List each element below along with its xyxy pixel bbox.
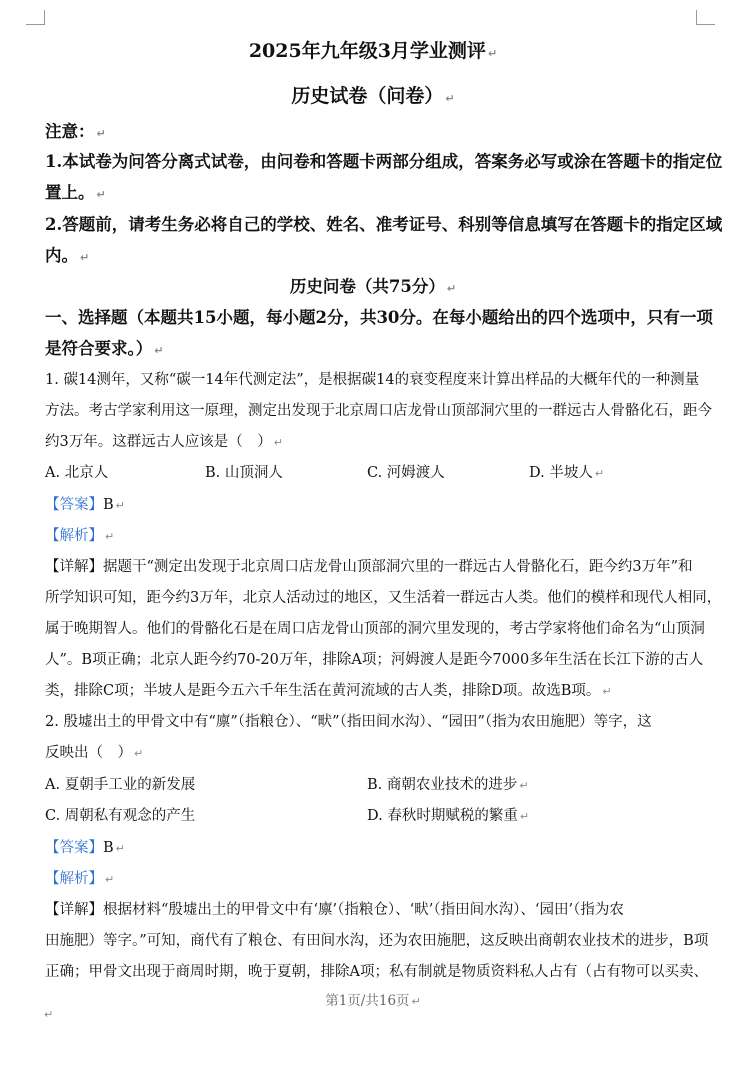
crop-mark-top-right	[696, 10, 715, 25]
notice-label: 注意： ↵	[45, 122, 106, 141]
q1-option-c: C. 河姆渡人	[367, 465, 445, 481]
notice-item-1-cont: 置上。 ↵	[45, 183, 106, 202]
q2-detail-line-3: 正确；甲骨文出现于商周时期，晚于夏朝，排除A项；私有制就是物质资料私人占有（占有物可以买卖、	[45, 964, 708, 980]
notice-item-1: 1.本试卷为问答分离式试卷，由问卷和答题卡两部分组成，答案务必写或涂在答题卡的指定位	[45, 152, 723, 171]
page-footer: 第1页/共16页 ↵	[325, 993, 421, 1009]
notice-item-2: 2.答题前，请考生务必将自己的学校、姓名、准考证号、科别等信息填写在答题卡的指定区域	[45, 215, 723, 234]
q1-detail-line-3: 属于晚期智人。他们的骨骼化石是在周口店龙骨山顶部的洞穴里发现的，考古学家将他们命名为“山顶洞	[45, 621, 705, 637]
q2-analysis-label: 【解析】 ↵	[45, 871, 115, 887]
question-2-stem-end: 反映出（ ） ↵	[45, 745, 144, 761]
q2-option-c: C. 周朝私有观念的产生	[45, 808, 196, 824]
part-instructions: 一、选择题（本题共15小题，每小题2分，共30分。在每小题给出的四个选项中，只有一项	[45, 308, 713, 327]
q1-answer: 【答案】B ↵	[45, 497, 125, 513]
notice-item-2-cont: 内。 ↵	[45, 246, 90, 265]
q2-detail-line-2: 田施肥）等字。”可知，商代有了粮仓、有田间水沟，还为农田施肥，这反映出商朝农业技术的进步，B项	[45, 933, 709, 949]
q1-detail-line-5: 类，排除C项；半坡人是距今五六千年生活在黄河流域的古人类，排除D项。故选B项。 ↵	[45, 683, 612, 699]
q2-option-a: A. 夏朝手工业的新发展	[45, 777, 196, 793]
question-1-stem-cont: 方法。考古学家利用这一原理，测定出发现于北京周口店龙骨山顶部洞穴里的一群远古人骨骼化石，距今	[45, 403, 712, 419]
q1-detail-line-2: 所学知识可知，距今约3万年，北京人活动过的地区，又生活着一群远古人类。他们的模样和现代人相同，	[45, 590, 722, 606]
paragraph-mark: ↵	[44, 1008, 54, 1021]
crop-mark-top-left	[26, 10, 45, 25]
question-2-stem: 2. 殷墟出土的甲骨文中有“廪”（指粮仓）、“畎”（指田间水沟）、“园田”（指为农田施肥）等字，这	[45, 714, 652, 730]
q2-detail: 【详解】根据材料“殷墟出土的甲骨文中有‘廪’（指粮仓）、‘畎’（指田间水沟）、‘园田’（指为农	[45, 902, 624, 918]
q2-option-b: B. 商朝农业技术的进步 ↵	[367, 777, 529, 793]
exam-title: 2025年九年级3月学业测评 ↵	[248, 40, 498, 62]
part-instructions-cont: 是符合要求。） ↵	[45, 339, 164, 358]
q1-detail: 【详解】据题干“测定出发现于北京周口店龙骨山顶部洞穴里的一群远古人骨骼化石，距今约3万年”和	[45, 559, 693, 575]
q2-option-d: D. 春秋时期赋税的繁重 ↵	[367, 808, 530, 824]
q1-option-b: B. 山顶洞人	[205, 465, 283, 481]
question-1-stem-end: 约3万年。这群远古人应该是（ ） ↵	[45, 434, 283, 450]
q1-detail-line-4: 人”。B项正确；北京人距今约70-20万年，排除A项；河姆渡人是距今7000多年生活在长江下游的古人	[45, 652, 704, 668]
paper-title: 历史试卷（问卷） ↵	[291, 85, 455, 107]
q1-analysis-label: 【解析】 ↵	[45, 528, 115, 544]
q1-option-a: A. 北京人	[45, 465, 109, 481]
question-1-stem: 1. 碳14测年，又称“碳一14年代测定法”，是根据碳14的衰变程度来计算出样品的大概年代的一种测量	[45, 372, 700, 388]
q1-option-d: D. 半坡人 ↵	[529, 465, 605, 481]
q2-answer: 【答案】B ↵	[45, 840, 125, 856]
section-heading: 历史问卷（共75分） ↵	[289, 277, 457, 296]
